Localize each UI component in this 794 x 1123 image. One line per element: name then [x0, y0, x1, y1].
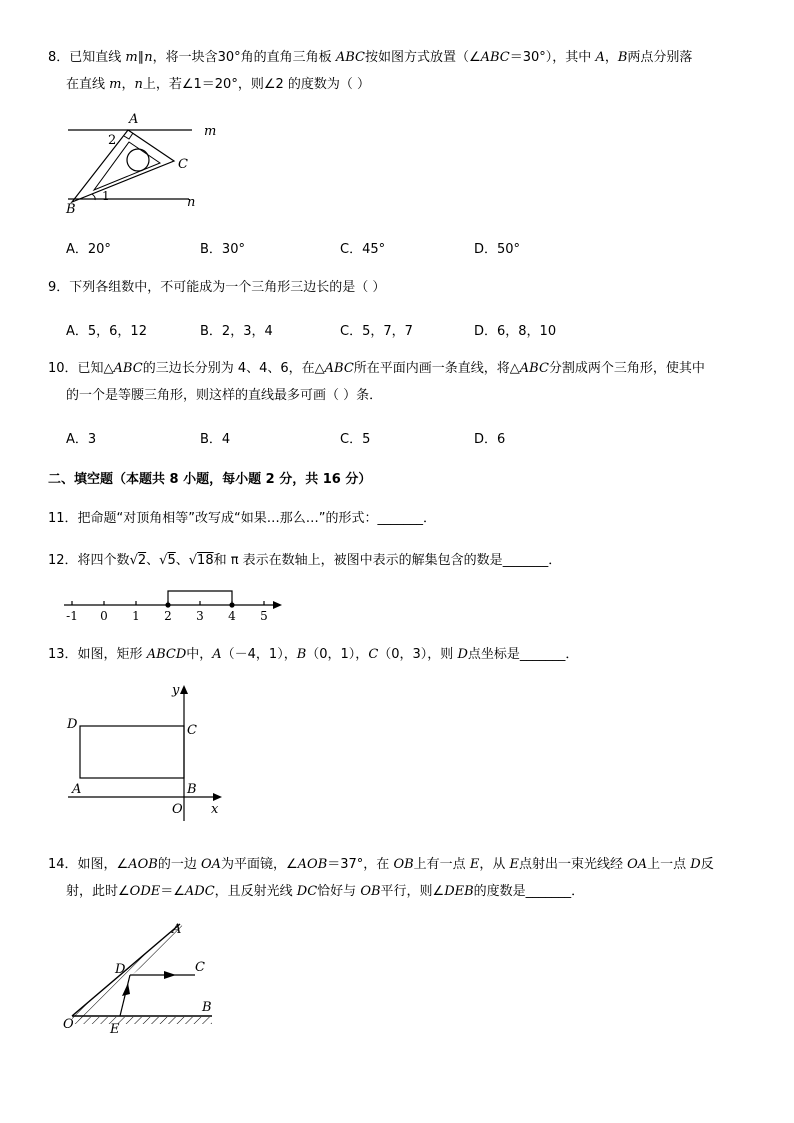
q10-option-b[interactable]: B．4 — [200, 432, 231, 447]
q13-number: 13． — [48, 647, 78, 662]
q9-option-c[interactable]: C．5，7，7 — [340, 324, 413, 339]
tick-label-4: 4 — [228, 609, 236, 623]
q9-option-a[interactable]: A．5，6，12 — [66, 324, 147, 339]
reflected-arrow — [164, 971, 176, 979]
x-axis-arrow — [213, 793, 222, 801]
q10-option-a[interactable]: A．3 — [66, 432, 97, 447]
q11-blank[interactable]: _______ — [377, 511, 423, 526]
question-11: 11．把命题“对顶角相等”改写成“如果…那么…”的形式：_______． — [48, 511, 437, 526]
tick-label--1: -1 — [66, 609, 78, 623]
q8-option-c[interactable]: C．45° — [340, 242, 386, 257]
sqrt-5: √5 — [159, 553, 176, 568]
q14-mirror-figure — [60, 920, 220, 1038]
triangle-hole — [127, 149, 149, 171]
q10-option-d[interactable]: D．6 — [474, 432, 506, 447]
q8-option-a[interactable]: A．20° — [66, 242, 111, 257]
q14-blank[interactable]: _______ — [525, 884, 572, 899]
rectangle-abcd — [80, 726, 184, 778]
label-x: x — [211, 802, 219, 817]
question-14: 14．如图，∠AOB的一边 OA为平面镜，∠AOB＝37°，在 OB上有一点 E，从 E点射出一束光线经 OA上一点 D反 射，此时∠ODE＝∠ADC，且反射光线 DC恰好与 OB平行，则∠DEB的度数是_______． — [48, 857, 714, 899]
tick-label-5: 5 — [260, 609, 268, 623]
label-O: O — [63, 1017, 74, 1032]
label-angle-1: 1 — [102, 189, 110, 203]
q10-options — [66, 428, 666, 448]
q13-blank[interactable]: _______ — [519, 647, 566, 662]
label-A: A — [129, 112, 139, 127]
interval-end-dot — [229, 602, 234, 607]
q8-option-d[interactable]: D．50° — [474, 242, 521, 257]
mirror-ob-hatch — [72, 1017, 212, 1024]
label-n: n — [187, 195, 196, 210]
q10-number: 10． — [48, 361, 78, 376]
q12-blank[interactable]: _______ — [502, 553, 549, 568]
ray-oa — [72, 924, 180, 1016]
label-angle-2: 2 — [108, 133, 117, 148]
interval-start-dot — [165, 602, 170, 607]
q8-number: 8． — [48, 50, 70, 65]
tick-label-2: 2 — [164, 609, 172, 623]
label-E: E — [110, 1022, 120, 1037]
tick-label-1: 1 — [132, 609, 140, 623]
y-axis-arrow — [180, 685, 188, 694]
label-O: O — [172, 802, 183, 817]
q10-option-c[interactable]: C．5 — [340, 432, 371, 447]
number-line-arrow — [273, 601, 282, 609]
q8-option-b[interactable]: B．30° — [200, 242, 245, 257]
label-B: B — [202, 1000, 212, 1015]
q9-number: 9． — [48, 280, 70, 295]
q13-coordinate-figure — [62, 681, 227, 831]
q14-number: 14． — [48, 857, 78, 872]
label-A: A — [72, 782, 82, 797]
question-10: 10．已知△ABC的三边长分别为 4、4、6，在△ABC所在平面内画一条直线，将△ABC分割成两个三角形，使其中 的一个是等腰三角形，则这样的直线最多可画（ ）条． — [48, 361, 705, 403]
q9-option-d[interactable]: D．6，8，10 — [474, 324, 557, 339]
incident-arrow — [122, 983, 130, 996]
label-B: B — [66, 202, 76, 216]
label-C: C — [178, 157, 188, 172]
label-A: A — [172, 922, 182, 937]
section-2-heading: 二、填空题（本题共 8 小题，每小题 2 分，共 16 分） — [48, 472, 372, 487]
sqrt-18: √18 — [188, 553, 214, 568]
mirror-oa-hatch — [72, 924, 186, 1021]
label-y: y — [172, 683, 180, 698]
q12-number-line — [60, 585, 290, 625]
label-D: D — [115, 962, 126, 977]
question-12: 12．将四个数√2、√5、√18和 π 表示在数轴上，被图中表示的解集包含的数是_______． — [48, 553, 562, 568]
q12-number: 12． — [48, 553, 78, 568]
label-m: m — [204, 124, 217, 139]
q9-option-b[interactable]: B．2，3，4 — [200, 324, 273, 339]
tick-label-0: 0 — [100, 609, 108, 623]
tick-label-3: 3 — [196, 609, 204, 623]
label-B: B — [187, 782, 197, 797]
q8-options — [66, 238, 666, 258]
label-C: C — [195, 960, 205, 975]
question-8: 8．已知直线 m∥n，将一块含30°角的直角三角板 ABC按如图方式放置（∠ABC＝30°），其中 A，B两点分别落 在直线 m，n上，若∠1＝20°，则∠2 的度数为（ ） — [48, 50, 693, 92]
triangle-outer — [72, 130, 174, 202]
sqrt-2: √2 — [129, 553, 147, 568]
q8-triangle-figure — [62, 110, 222, 216]
label-D: D — [67, 717, 78, 732]
q9-options — [66, 320, 666, 340]
question-9: 9．下列各组数中，不可能成为一个三角形三边长的是（ ） — [48, 280, 386, 295]
triangle-inner — [94, 142, 160, 190]
label-C: C — [187, 723, 197, 738]
q11-number: 11． — [48, 511, 78, 526]
question-13: 13．如图，矩形 ABCD中，A（－4，1），B（0，1），C（0，3），则 D点坐标是_______． — [48, 647, 579, 662]
